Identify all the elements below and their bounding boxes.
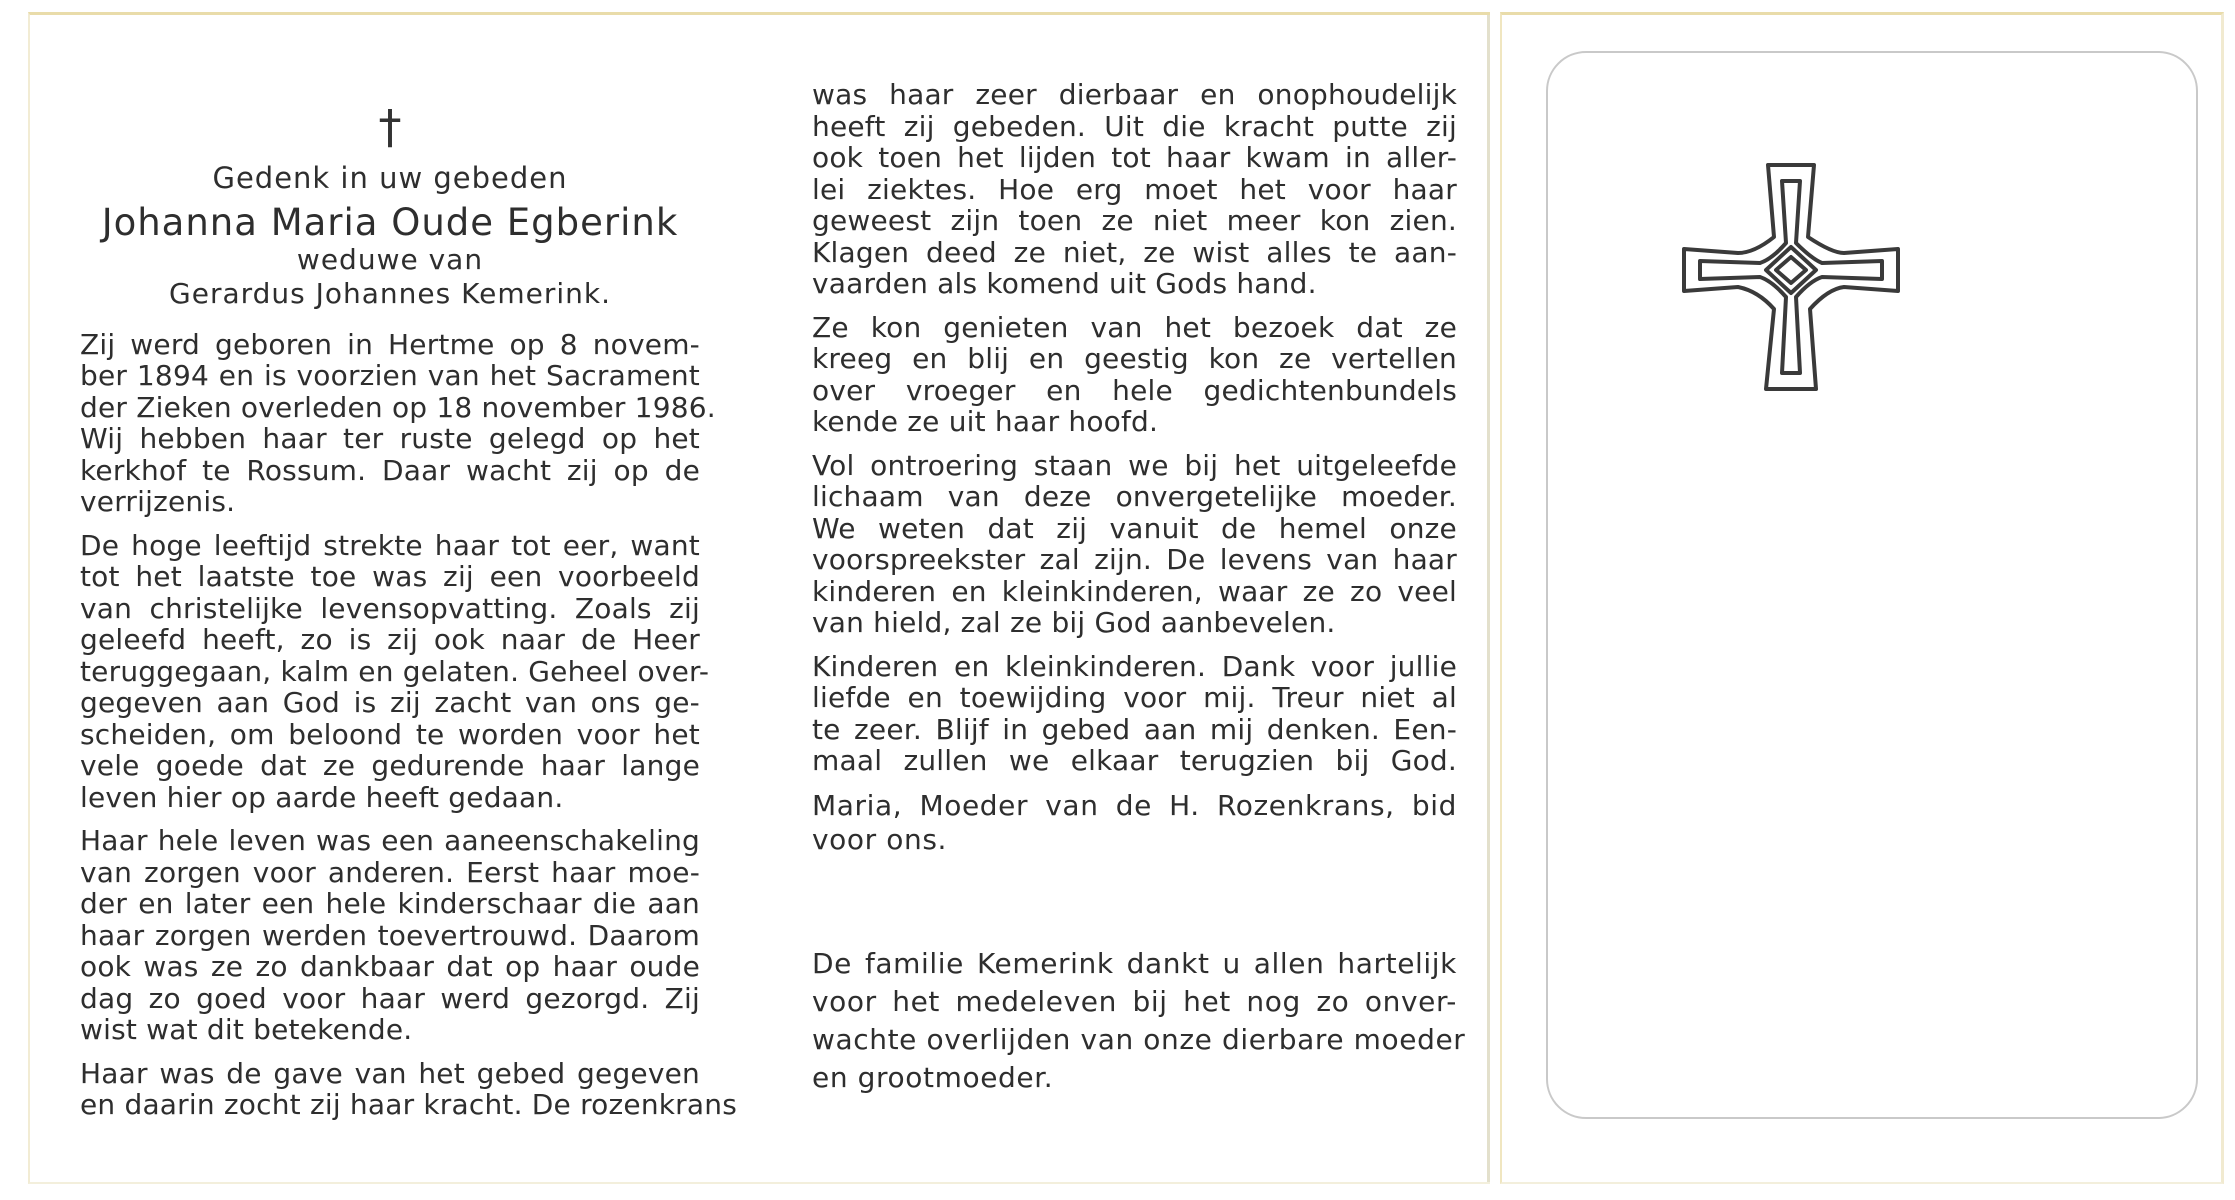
text-line: vaarden als komend uit Gods hand. <box>812 267 1317 300</box>
paragraph-children <box>812 651 1457 777</box>
text-line: van zorgen voor anderen. Eerst haar moe- <box>80 855 700 889</box>
text-line: gegeven aan God is zij zacht van ons ge- <box>80 686 700 719</box>
rosary-prayer <box>812 789 1457 857</box>
paragraph-care <box>80 825 700 1046</box>
left-column <box>80 85 737 1133</box>
text-line: vele goede dat ze gedurende haar lange <box>80 749 700 782</box>
relation-label: weduwe van <box>296 242 484 276</box>
text-line: van christelijke levensopvatting. Zoals zij <box>80 591 700 625</box>
spouse-name: Gerardus Johannes Kemerink. <box>169 276 611 310</box>
text-line: geweest zijn toen ze niet meer kon zien. <box>812 204 1457 237</box>
text-line: der Zieken overleden op 18 november 1986. <box>80 390 716 424</box>
dagger-symbol: † <box>378 100 402 154</box>
text-line: van hield, zal ze bij God aanbevelen. <box>812 606 1336 639</box>
text-line: Klagen deed ze niet, ze wist alles te aan- <box>812 235 1457 269</box>
text-line: teruggegaan, kalm en gelaten. Geheel over- <box>80 654 710 688</box>
text-line: kinderen en kleinkinderen, waar ze zo veel <box>812 574 1457 608</box>
text-line: Maria, Moeder van de H. Rozenkrans, bid <box>812 788 1457 822</box>
text-line: Kinderen en kleinkinderen. Dank voor jullie <box>812 649 1457 683</box>
text-line: over vroeger en hele gedichtenbundels <box>812 373 1457 407</box>
text-line: lichaam van deze onvergetelijke moeder. <box>812 480 1457 513</box>
text-line: kende ze uit haar hoofd. <box>812 405 1159 438</box>
text-line: ber 1894 en is voorzien van het Sacrament <box>80 359 700 392</box>
family-thanks <box>812 945 1466 1097</box>
text-line: te zeer. Blijf in gebed aan mij denken. Een- <box>812 712 1457 746</box>
text-line: haar zorgen werden toevertrouwd. Daarom <box>80 918 700 952</box>
text-line: verrijzenis. <box>80 485 236 518</box>
text-line: Vol ontroering staan we bij het uitgeleefde <box>812 448 1457 482</box>
memorial-card-text-side <box>28 12 1490 1184</box>
right-column <box>812 78 1466 1097</box>
cross-icon <box>1676 157 1906 395</box>
text-line: geleefd heeft, zo is zij ook naar de Heer <box>80 623 700 656</box>
text-line: Haar hele leven was een aaneenschakeling <box>80 824 700 857</box>
text-line: wist wat dit betekende. <box>80 1013 413 1046</box>
paragraph-prayer-start <box>80 1056 737 1121</box>
text-line: De hoge leeftijd strekte haar tot eer, want <box>80 528 700 562</box>
text-line: Zij werd geboren in Hertme op 8 novem- <box>80 327 700 361</box>
text-line: leven hier op aarde heeft gedaan. <box>80 780 564 814</box>
text-line: kreeg en blij en geestig kon ze vertellen <box>812 342 1457 375</box>
text-line: scheiden, om beloond te worden voor het <box>80 717 700 751</box>
text-line: liefde en toewijding voor mij. Treur niet al <box>812 681 1457 714</box>
text-line: dag zo goed voor haar werd gezorgd. Zij <box>80 981 700 1015</box>
text-line: ook was ze zo dankbaar dat op haar oude <box>80 950 700 983</box>
memorial-card-cover-side <box>1500 12 2224 1184</box>
text-line: Wij hebben haar ter ruste gelegd op het <box>80 422 700 455</box>
paragraph-life <box>80 528 710 814</box>
text-line: en daarin zocht zij haar kracht. De rozenkrans <box>80 1088 737 1121</box>
paragraph-emotion <box>812 450 1457 639</box>
text-line: der en later een hele kinderschaar die aan <box>80 887 700 920</box>
text-line: wachte overlijden van onze dierbare moeder <box>812 1022 1466 1056</box>
text-line: ook toen het lijden tot haar kwam in aller- <box>812 141 1457 174</box>
text-line: maal zullen we elkaar terugzien bij God. <box>812 744 1457 777</box>
text-line: tot het laatste toe was zij een voorbeeld <box>80 560 700 593</box>
text-line: De familie Kemerink dankt u allen hartelijk <box>812 946 1457 980</box>
text-line: We weten dat zij vanuit de hemel onze <box>812 511 1457 545</box>
deceased-name: Johanna Maria Oude Egberink <box>101 200 679 244</box>
remembrance-intro: Gedenk in uw gebeden <box>212 161 568 195</box>
cover-frame <box>1546 51 2198 1119</box>
text-line: en grootmoeder. <box>812 1060 1054 1094</box>
paragraph-birth-death <box>80 327 716 518</box>
text-line: lei ziektes. Hoe erg moet het voor haar <box>812 172 1457 206</box>
text-line: voorspreekster zal zijn. De levens van haar <box>812 543 1457 576</box>
text-line: heeft zij gebeden. Uit die kracht putte zij <box>812 109 1457 143</box>
paragraph-rosary <box>812 79 1457 300</box>
text-line: voor ons. <box>812 822 948 856</box>
text-line: kerkhof te Rossum. Daar wacht zij op de <box>80 453 700 487</box>
text-line: voor het medeleven bij het nog zo onver- <box>812 984 1457 1018</box>
text-line: was haar zeer dierbaar en onophoudelijk <box>812 78 1457 111</box>
text-line: Ze kon genieten van het bezoek dat ze <box>812 310 1457 344</box>
paragraph-visits <box>812 312 1457 438</box>
text-line: Haar was de gave van het gebed gegeven <box>80 1056 700 1090</box>
